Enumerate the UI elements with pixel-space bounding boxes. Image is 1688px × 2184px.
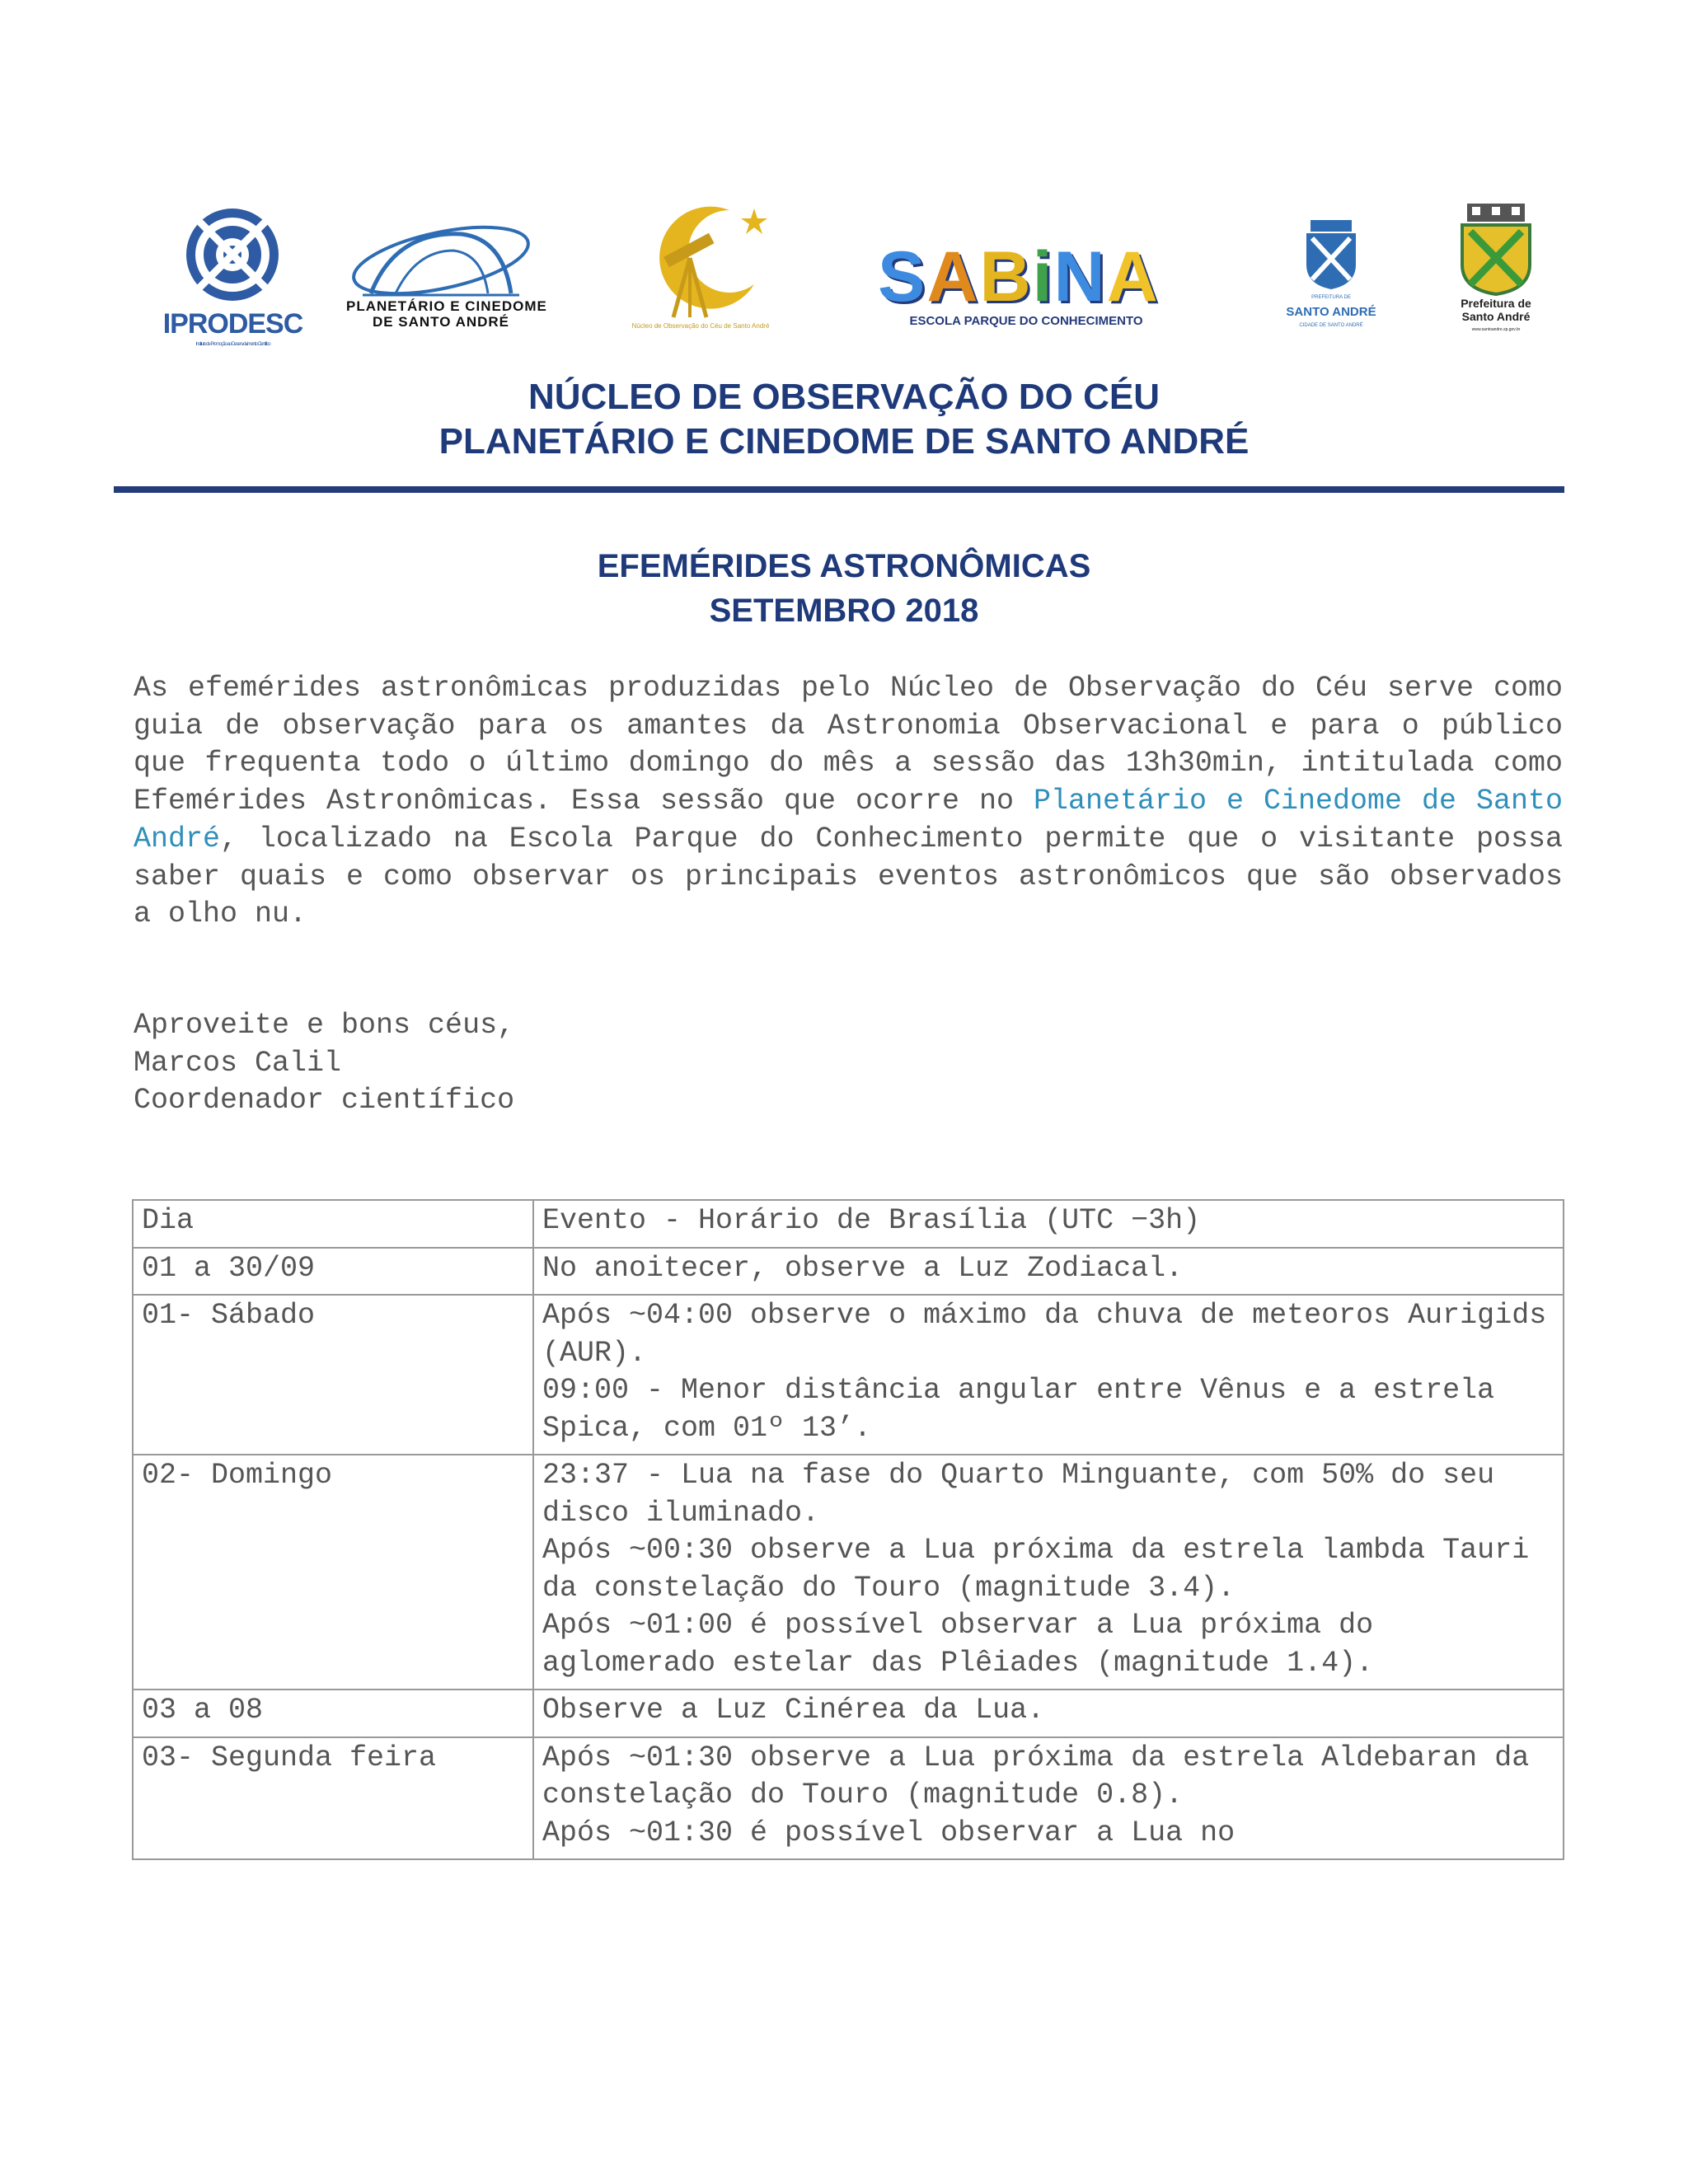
row-day: 02- Domingo <box>133 1455 533 1690</box>
table-row <box>133 1455 1564 1690</box>
event-item: Após ~01:30 observe a Lua próxima da estrela Aldebaran da constelação do Touro (magnitude 0.8). <box>542 1741 1530 1811</box>
sabina-logo <box>878 237 1175 328</box>
nucleo-name: Núcleo de Observação do Céu de Santo André <box>631 322 770 330</box>
institution-subtitle: PLANETÁRIO E CINEDOME DE SANTO ANDRÉ <box>438 421 1250 462</box>
iprodesc-subtitle: Instituto de Promoção ao Desenvolvimento Científico <box>195 342 270 347</box>
row-events <box>533 1248 1564 1296</box>
signature <box>134 1007 514 1120</box>
header-divider <box>114 486 1564 493</box>
sa2-line3: www.santoandre.sp.gov.br <box>1471 327 1521 332</box>
event-item: No anoitecer, observe a Luz Zodiacal. <box>542 1251 1184 1285</box>
header-event: Evento - Horário de Brasília (UTC −3h) <box>533 1200 1564 1248</box>
sa2-line2: Santo André <box>1461 310 1531 323</box>
coat-of-arms-icon <box>1269 217 1393 291</box>
table-row <box>133 1248 1564 1296</box>
sabina-wordmark-icon: SABiNA <box>878 237 1160 316</box>
row-day: 01 a 30/09 <box>133 1248 533 1296</box>
prefeitura-santo-andre-logo-2 <box>1442 202 1550 336</box>
event-item: Após ~01:00 é possível observar a Lua próxima do aglomerado estelar das Plêiades (magnitude 1.4). <box>542 1609 1374 1680</box>
prefeitura-santo-andre-logo <box>1269 217 1393 333</box>
row-day: 03 a 08 <box>133 1690 533 1737</box>
sa1-line1: PREFEITURA DE <box>1311 295 1351 300</box>
row-events <box>533 1295 1564 1455</box>
intro-text-1: As efemérides astronômicas produzidas pelo Núcleo de Observação do Céu serve como guia de observação para os amantes da Astronomia Observacional e para o público que frequenta todo o último domingo do mês a sessão das 13h30min, intitulada como Efemérides Astronômicas. Essa sessão que ocorre no <box>134 672 1563 818</box>
event-item: Após ~00:30 observe a Lua próxima da estrela lambda Tauri da constelação do Touro (magnitude 3.4). <box>542 1534 1530 1605</box>
sa1-line3: CIDADE DE SANTO ANDRÉ <box>1299 323 1363 328</box>
table-row <box>133 1295 1564 1455</box>
table-header-row <box>133 1200 1564 1248</box>
event-item: Após ~01:30 é possível observar a Lua no <box>542 1816 1236 1849</box>
row-day: 03- Segunda feira <box>133 1737 533 1860</box>
iprodesc-emblem-icon <box>157 204 309 307</box>
dome-icon <box>346 223 536 298</box>
planetario-logo <box>346 223 547 330</box>
sa2-line1: Prefeitura de <box>1461 297 1531 310</box>
planetario-name-2: DE SANTO ANDRÉ <box>372 314 510 330</box>
event-item: 23:37 - Lua na fase do Quarto Minguante, com 50% do seu disco iluminado. <box>542 1459 1495 1530</box>
row-events <box>533 1737 1564 1860</box>
signature-name: Marcos Calil <box>134 1046 342 1080</box>
iprodesc-logo <box>157 204 309 347</box>
sabina-subtitle: ESCOLA PARQUE DO CONHECIMENTO <box>909 314 1143 328</box>
events-table <box>132 1199 1564 1860</box>
intro-text-2: , localizado na Escola Parque do Conhecimento permite que o visitante possa saber quais e como observar os principais eventos astronômicos que são observados a olho nu. <box>134 822 1563 931</box>
document-title: EFEMÉRIDES ASTRONÔMICAS <box>597 548 1091 584</box>
sa1-line2: SANTO ANDRÉ <box>1286 305 1376 319</box>
nucleo-logo <box>631 202 771 330</box>
row-day: 01- Sábado <box>133 1295 533 1455</box>
signature-role: Coordenador científico <box>134 1084 515 1118</box>
document-month: SETEMBRO 2018 <box>709 593 979 629</box>
event-item: Observe a Luz Cinérea da Lua. <box>542 1694 1045 1727</box>
row-events <box>533 1455 1564 1690</box>
table-row <box>133 1690 1564 1737</box>
logo-strip <box>124 194 1558 359</box>
header-day: Dia <box>133 1200 533 1248</box>
row-events <box>533 1690 1564 1737</box>
institution-title: NÚCLEO DE OBSERVAÇÃO DO CÉU <box>528 377 1160 417</box>
event-item: Após ~04:00 observe o máximo da chuva de meteoros Aurigids (AUR). <box>542 1299 1547 1370</box>
intro-paragraph <box>134 670 1563 934</box>
planetario-link[interactable]: Planetário e Cinedome de Santo André <box>134 785 1563 855</box>
planetario-name-1: PLANETÁRIO E CINEDOME <box>346 298 547 314</box>
signature-greeting: Aproveite e bons céus, <box>134 1009 515 1042</box>
iprodesc-name: IPRODESC <box>162 308 303 340</box>
crest-icon <box>1442 202 1550 297</box>
event-item: 09:00 - Menor distância angular entre Vênus e a estrela Spica, com 01º 13’. <box>542 1374 1495 1445</box>
table-row <box>133 1737 1564 1860</box>
telescope-moon-icon <box>631 202 771 326</box>
